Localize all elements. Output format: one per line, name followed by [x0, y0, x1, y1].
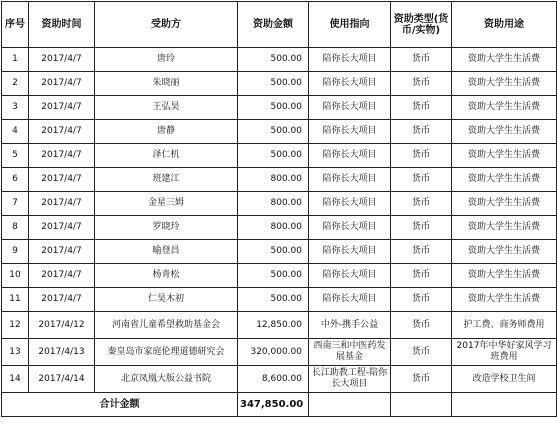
- header-row: [2, 2, 557, 48]
- cell-no: 13: [2, 339, 29, 366]
- table-row: [2, 48, 557, 72]
- cell-date: 2017/4/7: [29, 240, 95, 264]
- cell-type: 货币: [391, 120, 452, 144]
- cell-type: 货币: [391, 240, 452, 264]
- cell-purpose: 资助大学生生活费: [452, 288, 557, 312]
- cell-purpose: 资助大学生生活费: [452, 264, 557, 288]
- cell-type: 货币: [391, 192, 452, 216]
- cell-recipient: 罗晓玲: [95, 216, 238, 240]
- cell-purpose: 资助大学生生活费: [452, 120, 557, 144]
- cell-recipient: 秦皇岛市家庭伦理道德研究会: [95, 339, 238, 366]
- cell-amount: 8,600.00: [238, 366, 309, 393]
- cell-direction: 陪你长大项目: [309, 168, 391, 192]
- table-row: [2, 144, 557, 168]
- cell-amount: 800.00: [238, 216, 309, 240]
- table-row: [2, 216, 557, 240]
- cell-recipient: 班建江: [95, 168, 238, 192]
- col-header-direction: 使用指向: [309, 2, 391, 48]
- table-row: [2, 72, 557, 96]
- cell-no: 5: [2, 144, 29, 168]
- cell-date: 2017/4/7: [29, 192, 95, 216]
- cell-type: 货币: [391, 366, 452, 393]
- cell-purpose: 资助大学生生活费: [452, 72, 557, 96]
- cell-amount: 500.00: [238, 240, 309, 264]
- cell-direction: 陪你长大项目: [309, 192, 391, 216]
- cell-type: 货币: [391, 144, 452, 168]
- cell-direction: 长江助教工程-陪你长大项目: [309, 366, 391, 393]
- col-header-recipient: 受助方: [95, 2, 238, 48]
- total-empty-cell: [391, 393, 452, 417]
- table-row: [2, 240, 557, 264]
- table-row: [2, 120, 557, 144]
- total-empty-cell: [452, 393, 557, 417]
- cell-no: 12: [2, 312, 29, 339]
- cell-recipient: 杨青松: [95, 264, 238, 288]
- cell-recipient: 北京凤凰大版公益书院: [95, 366, 238, 393]
- cell-no: 10: [2, 264, 29, 288]
- cell-type: 货币: [391, 216, 452, 240]
- cell-direction: 陪你长大项目: [309, 288, 391, 312]
- cell-date: 2017/4/13: [29, 339, 95, 366]
- cell-recipient: 唐玲: [95, 48, 238, 72]
- cell-recipient: 金星三姆: [95, 192, 238, 216]
- cell-type: 货币: [391, 264, 452, 288]
- cell-date: 2017/4/14: [29, 366, 95, 393]
- col-header-purpose: 资助用途: [452, 2, 557, 48]
- cell-date: 2017/4/7: [29, 216, 95, 240]
- cell-direction: 陪你长大项目: [309, 48, 391, 72]
- cell-amount: 800.00: [238, 168, 309, 192]
- cell-direction: 陪你长大项目: [309, 96, 391, 120]
- col-header-date: 资助时间: [29, 2, 95, 48]
- table-row: [2, 96, 557, 120]
- cell-type: 货币: [391, 96, 452, 120]
- cell-amount: 500.00: [238, 288, 309, 312]
- cell-date: 2017/4/7: [29, 288, 95, 312]
- cell-no: 7: [2, 192, 29, 216]
- cell-amount: 500.00: [238, 144, 309, 168]
- cell-date: 2017/4/7: [29, 48, 95, 72]
- col-header-no: 序号: [2, 2, 29, 48]
- total-label: 合计金额: [2, 393, 238, 417]
- cell-type: 货币: [391, 72, 452, 96]
- table-row: [2, 192, 557, 216]
- cell-purpose: 资助大学生生活费: [452, 216, 557, 240]
- cell-direction: 陪你长大项目: [309, 264, 391, 288]
- cell-date: 2017/4/7: [29, 120, 95, 144]
- cell-amount: 12,850.00: [238, 312, 309, 339]
- cell-date: 2017/4/7: [29, 72, 95, 96]
- cell-purpose: 资助大学生生活费: [452, 96, 557, 120]
- table-row: [2, 264, 557, 288]
- cell-recipient: 喻登昌: [95, 240, 238, 264]
- cell-direction: 陪你长大项目: [309, 120, 391, 144]
- col-header-amount: 资助金额: [238, 2, 309, 48]
- cell-amount: 500.00: [238, 120, 309, 144]
- cell-purpose: 资助大学生生活费: [452, 48, 557, 72]
- cell-date: 2017/4/7: [29, 264, 95, 288]
- cell-recipient: 仁昊木初: [95, 288, 238, 312]
- cell-date: 2017/4/7: [29, 144, 95, 168]
- cell-purpose: 改造学校卫生间: [452, 366, 557, 393]
- table-row: [2, 312, 557, 339]
- table-row: [2, 366, 557, 393]
- table-row: [2, 339, 557, 366]
- cell-purpose: 护工费、商务师费用: [452, 312, 557, 339]
- cell-direction: 西南三和中医药发展基金: [309, 339, 391, 366]
- cell-no: 2: [2, 72, 29, 96]
- cell-amount: 500.00: [238, 48, 309, 72]
- cell-no: 4: [2, 120, 29, 144]
- cell-no: 3: [2, 96, 29, 120]
- cell-type: 货币: [391, 168, 452, 192]
- cell-direction: 陪你长大项目: [309, 144, 391, 168]
- table-row: [2, 288, 557, 312]
- cell-date: 2017/4/7: [29, 96, 95, 120]
- cell-no: 14: [2, 366, 29, 393]
- cell-direction: 陪你长大项目: [309, 72, 391, 96]
- cell-recipient: 王弘昊: [95, 96, 238, 120]
- cell-amount: 500.00: [238, 264, 309, 288]
- cell-recipient: 河南省儿童希望救助基金会: [95, 312, 238, 339]
- total-amount: 347,850.00: [238, 393, 309, 417]
- table-row: [2, 168, 557, 192]
- cell-purpose: 资助大学生生活费: [452, 168, 557, 192]
- cell-no: 11: [2, 288, 29, 312]
- cell-purpose: 资助大学生生活费: [452, 240, 557, 264]
- donation-table: [1, 1, 557, 417]
- cell-direction: 陪你长大项目: [309, 216, 391, 240]
- cell-direction: 陪你长大项目: [309, 240, 391, 264]
- total-row: [2, 393, 557, 417]
- cell-no: 6: [2, 168, 29, 192]
- cell-type: 货币: [391, 312, 452, 339]
- total-empty-cell: [309, 393, 391, 417]
- cell-recipient: 唐静: [95, 120, 238, 144]
- cell-amount: 800.00: [238, 192, 309, 216]
- cell-type: 货币: [391, 288, 452, 312]
- cell-type: 货币: [391, 339, 452, 366]
- cell-no: 8: [2, 216, 29, 240]
- cell-amount: 500.00: [238, 96, 309, 120]
- cell-purpose: 资助大学生生活费: [452, 192, 557, 216]
- cell-purpose: 2017年中华好家风学习班费用: [452, 339, 557, 366]
- cell-recipient: 泽仁机: [95, 144, 238, 168]
- cell-date: 2017/4/12: [29, 312, 95, 339]
- col-header-type: 资助类型(货币/实物): [391, 2, 452, 48]
- cell-no: 1: [2, 48, 29, 72]
- cell-purpose: 资助大学生生活费: [452, 144, 557, 168]
- cell-amount: 320,000.00: [238, 339, 309, 366]
- cell-recipient: 朱晓丽: [95, 72, 238, 96]
- cell-amount: 500.00: [238, 72, 309, 96]
- cell-direction: 中外-携手公益: [309, 312, 391, 339]
- cell-date: 2017/4/7: [29, 168, 95, 192]
- cell-no: 9: [2, 240, 29, 264]
- cell-type: 货币: [391, 48, 452, 72]
